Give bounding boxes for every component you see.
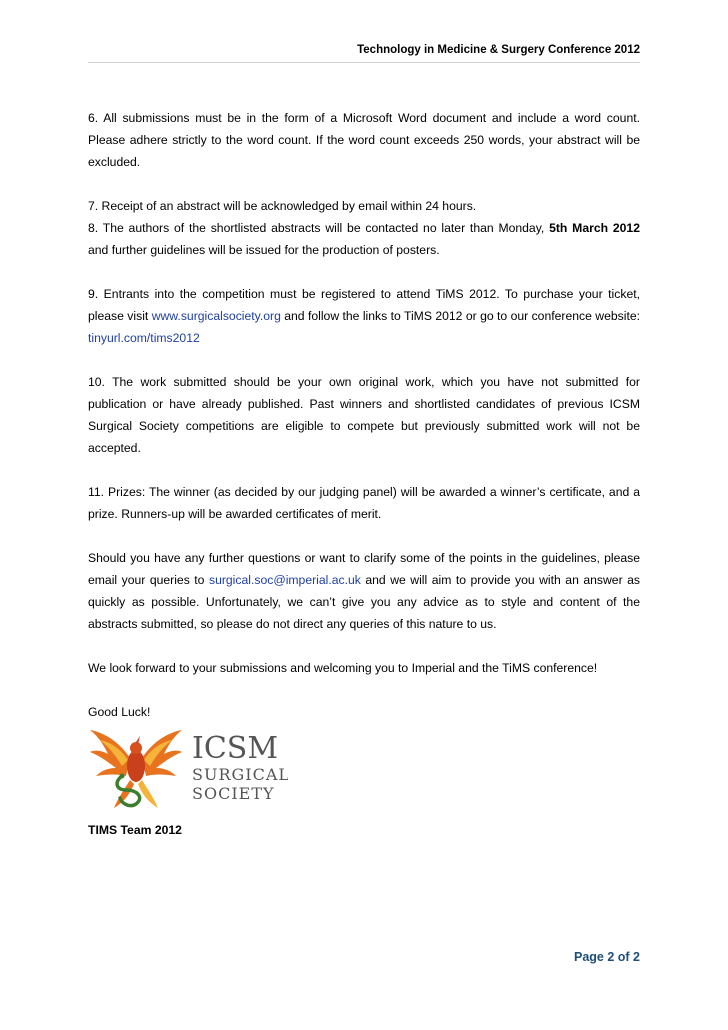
item-9 (88, 283, 640, 349)
questions-text-end: and we will aim to provide you with an answer as quickly as possible. Unfortunately, we can’t give you any advice as to style and content of the abstracts submitted, so please do not direct any queries of this nature to us. (88, 573, 641, 631)
item-8 (88, 217, 640, 261)
item-7: 7. Receipt of an abstract will be acknowledged by email within 24 hours. (88, 199, 477, 213)
email-link[interactable]: surgical.soc@imperial.ac.uk (208, 573, 361, 587)
surgical-society-link[interactable]: www.surgicalsociety.org (151, 309, 281, 323)
page-header: Technology in Medicine & Surgery Conference 2012 (88, 44, 640, 63)
item-8-text: 8. The authors of the shortlisted abstracts will be contacted no later than Monday, (88, 221, 550, 235)
closing-paragraph: We look forward to your submissions and welcoming you to Imperial and the TiMS conference! (88, 661, 598, 675)
questions-paragraph (88, 547, 640, 635)
logo-line-3: SOCIETY (192, 784, 275, 803)
item-11: 11. Prizes: The winner (as decided by our judging panel) will be awarded a winner’s certificate, and a prize. Runners-up will be awarded certificates of merit. (88, 485, 640, 521)
item-10: 10. The work submitted should be your own original work, which you have not submitted for publication or have already published. Past winners and shortlisted candidates of previous ICSM Surgical Society competitions are eligible to compete but previously submitted work will not be accepted. (88, 375, 640, 455)
conference-website-link[interactable]: tinyurl.com/tims2012 (88, 331, 200, 345)
item-9-text-mid: and follow the links to TiMS 2012 or go to our conference website: (280, 309, 640, 323)
item-8-text-end: and further guidelines will be issued for the production of posters. (88, 243, 440, 257)
good-luck: Good Luck! (88, 705, 151, 719)
phoenix-icon (90, 730, 182, 808)
deadline-date: 5th March 2012 (549, 221, 640, 235)
signoff: TIMS Team 2012 (88, 823, 182, 837)
item-9-text: 9. Entrants into the competition must be registered to attend TiMS 2012. To purchase your ticket, please visit (88, 287, 640, 323)
page-number: Page 2 of 2 (574, 950, 640, 964)
logo-line-2: SURGICAL (192, 765, 288, 784)
item-6: 6. All submissions must be in the form of a Microsoft Word document and include a word count. Please adhere strictly to the word count. If the word count exceeds 250 words, your abstract will be excluded. (88, 111, 640, 169)
questions-text: Should you have any further questions or want to clarify some of the points in the guidelines, please email your queries to (88, 551, 640, 587)
document-body (88, 107, 640, 745)
icsm-surgical-society-logo (88, 718, 288, 810)
logo-line-1: ICSM (192, 731, 279, 766)
